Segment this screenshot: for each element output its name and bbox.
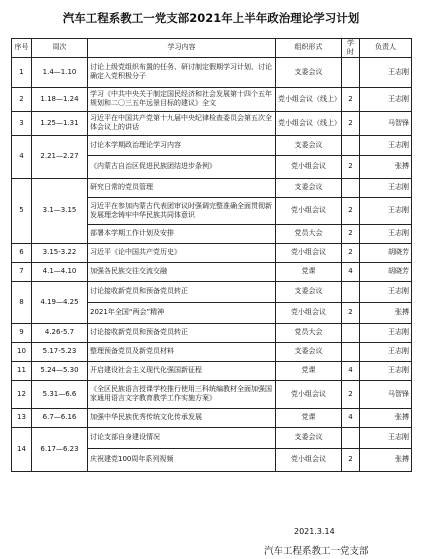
row-lead: 张搏 [360, 302, 412, 323]
row-lead: 王志刚 [360, 178, 412, 197]
row-number: 2 [12, 87, 32, 111]
row-content: 讨论支部自身建设情况 [88, 427, 276, 448]
row-content: 讨论接收新党员和预备党员转正 [88, 323, 276, 342]
row-lead: 马智锋 [360, 111, 412, 135]
row-number: 11 [12, 361, 32, 380]
row-week: 3.15-3.22 [32, 243, 88, 262]
row-lead: 张搏 [360, 408, 412, 427]
row-lead: 王志刚 [360, 224, 412, 243]
row-hours: 2 [342, 87, 360, 111]
row-lead: 王志刚 [360, 281, 412, 302]
row-lead: 王志刚 [360, 323, 412, 342]
row-lead: 王志刚 [360, 427, 412, 448]
row-week: 5.17-5.23 [32, 342, 88, 361]
document-title: 汽车工程系教工一党支部2021年上半年政治理论学习计划 [62, 11, 360, 25]
header-form: 组织形式 [276, 39, 342, 58]
row-form: 支委会议 [276, 135, 342, 155]
row-form: 党课 [276, 262, 342, 281]
row-form: 支委会议 [276, 342, 342, 361]
row-hours [342, 57, 360, 87]
row-content: 《全区民族语言授课学校推行使用三科统编教材全面加强国家通用语言文字教育教学工作实施方案》 [88, 380, 276, 408]
table-row [12, 380, 412, 408]
row-number: 14 [12, 427, 32, 471]
row-lead: 王志刚 [360, 87, 412, 111]
row-content: 整理预备党员及新党员材料 [88, 342, 276, 361]
row-form: 支委会议 [276, 281, 342, 302]
row-number: 8 [12, 281, 32, 323]
row-content: 研究日常的党员管理 [88, 178, 276, 197]
row-content: 开启建设社会主义现代化强国新征程 [88, 361, 276, 380]
row-content: 2021年全国“两会”精神 [88, 302, 276, 323]
table-row [12, 342, 412, 361]
row-content: 讨论上级党组织布置的任务、研讨制定假期学习计划、讨论确定入党积极分子 [88, 57, 276, 87]
row-lead: 王志刚 [360, 342, 412, 361]
row-lead: 王志刚 [360, 361, 412, 380]
row-hours [342, 323, 360, 342]
table-row [12, 87, 412, 111]
row-week: 4.19—4.25 [32, 281, 88, 323]
row-week: 2.21—2.27 [32, 135, 88, 178]
row-hours: 2 [342, 448, 360, 471]
table-row [12, 361, 412, 380]
row-content: 习近平《论中国共产党历史》 [88, 243, 276, 262]
row-number: 1 [12, 57, 32, 87]
row-form: 党员大会 [276, 224, 342, 243]
row-week: 4.26-5.7 [32, 323, 88, 342]
row-week: 1.18—1.24 [32, 87, 88, 111]
header-hours: 学时 [342, 39, 360, 58]
row-form: 党小组会议（线上） [276, 111, 342, 135]
row-lead: 马智锋 [360, 380, 412, 408]
row-number: 13 [12, 408, 32, 427]
row-hours: 4 [342, 361, 360, 380]
row-hours: 2 [342, 197, 360, 224]
row-form: 支委会议 [276, 57, 342, 87]
row-lead: 胡晓芳 [360, 262, 412, 281]
row-content: 习近平在中国共产党第十九届中央纪律检查委员会第五次全体会议上的讲话 [88, 111, 276, 135]
row-number: 5 [12, 178, 32, 243]
table-row [12, 178, 412, 197]
row-form: 党小组会议 [276, 448, 342, 471]
row-hours [342, 342, 360, 361]
row-lead: 王志刚 [360, 197, 412, 224]
table-header-row [12, 39, 412, 58]
row-number: 7 [12, 262, 32, 281]
row-content: 庆祝建党100周年系列视频 [88, 448, 276, 471]
row-week: 5.24—5.30 [32, 361, 88, 380]
row-week: 6.17—6.23 [32, 427, 88, 471]
row-hours: 2 [342, 224, 360, 243]
row-form: 党课 [276, 408, 342, 427]
header-no: 序号 [12, 39, 32, 58]
row-content: 加强各民族交往交流交融 [88, 262, 276, 281]
row-hours [342, 427, 360, 448]
row-form: 党课 [276, 361, 342, 380]
row-hours [342, 135, 360, 155]
row-hours [342, 178, 360, 197]
row-number: 3 [12, 111, 32, 135]
row-lead: 王志刚 [360, 57, 412, 87]
row-content: 习近平在参加内蒙古代表团审议时强调完整准确全面贯彻新发展理念铸牢中华民族共同体意识 [88, 197, 276, 224]
row-form: 支委会议 [276, 427, 342, 448]
row-form: 党小组会议 [276, 380, 342, 408]
row-form: 党小组会议 [276, 302, 342, 323]
study-plan-table [11, 38, 412, 472]
row-week: 5.31—6.6 [32, 380, 88, 408]
row-lead: 张搏 [360, 448, 412, 471]
row-hours: 2 [342, 380, 360, 408]
row-number: 4 [12, 135, 32, 178]
header-lead: 负责人 [360, 39, 412, 58]
row-number: 6 [12, 243, 32, 262]
row-week: 3.1—3.15 [32, 178, 88, 243]
row-week: 1.4—1.10 [32, 57, 88, 87]
row-lead: 张搏 [360, 155, 412, 178]
row-number: 9 [12, 323, 32, 342]
row-hours: 2 [342, 111, 360, 135]
table-row [12, 427, 412, 448]
row-week: 6.7—6.16 [32, 408, 88, 427]
row-content: 《内蒙古自治区促进民族团结进步条例》 [88, 155, 276, 178]
table-row [12, 262, 412, 281]
row-form: 党小组会议 [276, 197, 342, 224]
table-row [12, 135, 412, 155]
row-lead: 胡晓芳 [360, 243, 412, 262]
row-week: 4.1—4.10 [32, 262, 88, 281]
header-week: 周次 [32, 39, 88, 58]
row-number: 10 [12, 342, 32, 361]
table-row [12, 323, 412, 342]
row-hours: 2 [342, 155, 360, 178]
row-hours: 4 [342, 408, 360, 427]
row-hours: 4 [342, 262, 360, 281]
table-row [12, 281, 412, 302]
row-week: 1.25—1.31 [32, 111, 88, 135]
row-form: 党小组会议 [276, 155, 342, 178]
table-row [12, 111, 412, 135]
row-content: 讨论接收新党员和预备党员转正 [88, 281, 276, 302]
row-hours: 2 [342, 243, 360, 262]
footer-org: 汽车工程系教工一党支部 [264, 546, 369, 557]
row-content: 部署本学期工作计划及安排 [88, 224, 276, 243]
table-row [12, 243, 412, 262]
row-number: 12 [12, 380, 32, 408]
row-form: 党小组会议（线上） [276, 87, 342, 111]
row-content: 讨论本学期政治理论学习内容 [88, 135, 276, 155]
table-row [12, 57, 412, 87]
table-row [12, 408, 412, 427]
row-hours: 2 [342, 302, 360, 323]
header-content: 学习内容 [88, 39, 276, 58]
row-hours [342, 281, 360, 302]
footer-date: 2021.3.14 [294, 527, 335, 536]
row-form: 党员大会 [276, 323, 342, 342]
row-content: 加强中华民族优秀传统文化传承发展 [88, 408, 276, 427]
row-content: 学习《中共中央关于制定国民经济和社会发展第十四个五年规划和二〇三五年远景目标的建议》全文 [88, 87, 276, 111]
row-form: 党小组会议 [276, 243, 342, 262]
row-form: 支委会议 [276, 178, 342, 197]
row-lead: 王志刚 [360, 135, 412, 155]
